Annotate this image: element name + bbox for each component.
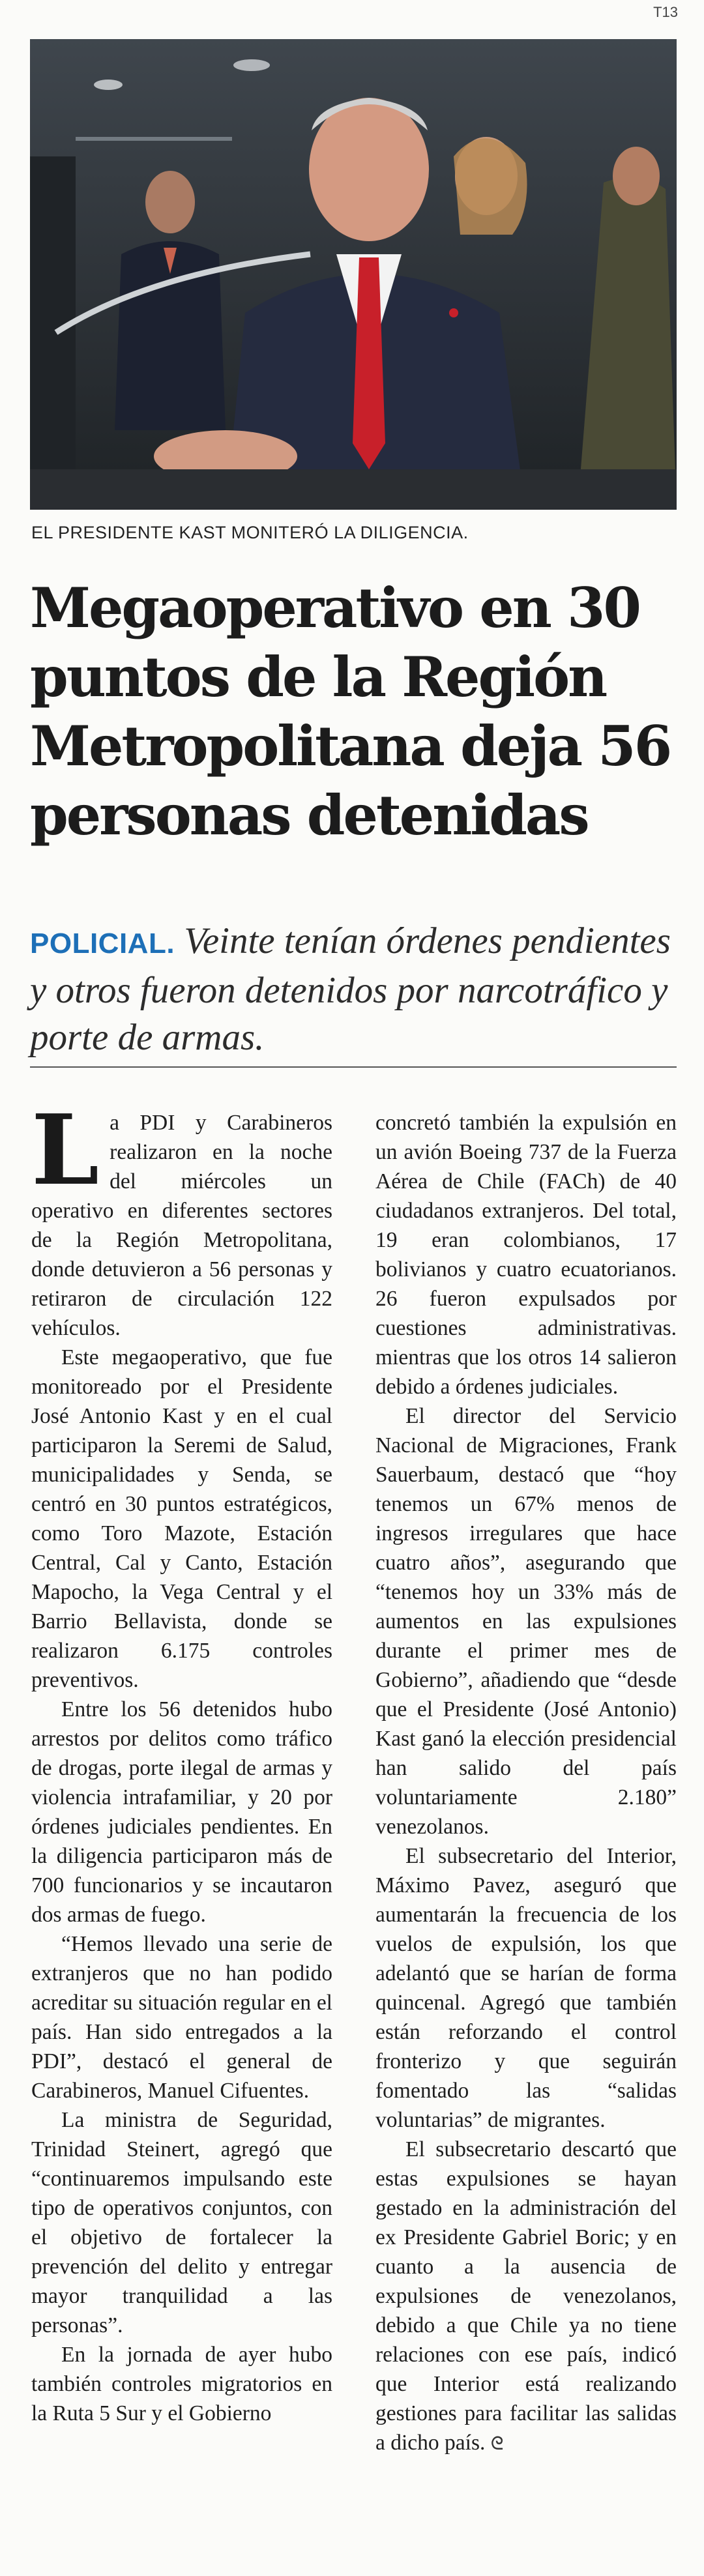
photo-illustration xyxy=(30,39,677,510)
page-number: T13 xyxy=(653,4,678,20)
divider xyxy=(30,1066,677,1068)
news-photo xyxy=(30,39,677,510)
body-paragraph: La ministra de Seguridad, Trinidad Steinert, agregó que “continuaremos impulsando este tipo de operativos conjuntos, con el objetivo de fortalecer la prevención del delito y entregar mayor tranquilidad a las personas”. xyxy=(31,2108,332,2337)
body-paragraph: Entre los 56 detenidos hubo arrestos por delitos como tráfico de drogas, porte ilegal de armas y violencia intrafamiliar, y 20 por órdenes judiciales pendientes. En la diligencia participaron más de 700 funcionarios y se incautaron dos armas de fuego. xyxy=(31,1697,332,1927)
body-paragraph: El subsecretario del Interior, Máximo Pavez, aseguró que aumentarán la frecuencia de los vuelos de expulsión, los que adelantó que se harían de forma quincenal. Agregó que también están reforzando el control fronterizo y que seguirán fomentado las “salidas voluntarias” de migrantes. xyxy=(375,1844,677,2132)
body-paragraph: Este megaoperativo, que fue monitoreado por el Presidente José Antonio Kast y en el cual participaron la Seremi de Salud, municipalidades y Senda, se centró en 30 puntos estratégicos, como Toro Mazote, Estación Central, Cal y Canto, Estación Mapocho, la Vega Central y el Barrio Bellavista, donde se realizaron 6.175 controles preventivos. xyxy=(31,1345,332,1692)
body-column-left xyxy=(31,1093,332,2428)
body-paragraph: concretó también la expulsión en un avión Boeing 737 de la Fuerza Aérea de Chile (FACh) de 40 ciudadanos extranjeros. Del total, 19 eran colombianos, 17 bolivianos y cuatro ecuatorianos. 26 fueron expulsados por cuestiones administrativas. mientras que los otros 14 salieron debido a órdenes judiciales. xyxy=(375,1111,677,1399)
body-paragraph: La PDI y Carabineros realizaron en la noche del miércoles un operativo en diferentes sectores de la Región Metropolitana, donde detuvieron a 56 personas y retiraron de circulación 122 vehículos. xyxy=(31,1093,332,1340)
photo-caption: EL PRESIDENTE KAST MONITERÓ LA DILIGENCIA. xyxy=(31,523,469,542)
drop-cap: L xyxy=(31,1093,100,1207)
body-paragraph: El director del Servicio Nacional de Migraciones, Frank Sauerbaum, destacó que “hoy tenemos un 67% menos de ingresos irregulares que hace cuatro años”, asegurando que “tenemos hoy un 33% más de aumentos en las expulsiones durante el primer mes de Gobierno”, añadiendo que “desde que el Presidente (José Antonio) Kast ganó la elección presidencial han salido del país voluntariamente 2.180” venezolanos. xyxy=(375,1404,677,1839)
body-paragraph: En la jornada de ayer hubo también controles migratorios en la Ruta 5 Sur y el Gobierno xyxy=(31,2343,332,2425)
headline: Megaoperativo en 30 puntos de la Región Metropolitana deja 56 personas detenidas xyxy=(30,576,671,847)
dek-text: Veinte tenían órdenes pendientes y otros fueron detenidos por narcotráfico y porte de armas. xyxy=(30,920,671,1058)
dek xyxy=(30,918,682,1061)
body-paragraph: El subsecretario descartó que estas expulsiones se hayan gestado en la administración del ex Presidente Gabriel Boric; y en cuanto a la ausencia de expulsiones de venezolanos, debido a que Chile ya no tiene relaciones con ese país, indicó que Interior está realizando gestiones para facilitar las salidas a dicho país. ᘓ xyxy=(375,2137,677,2455)
end-mark-icon: ᘓ xyxy=(490,2433,504,2454)
body-column-right xyxy=(375,1108,677,2458)
body-paragraph: “Hemos llevado una serie de extranjeros que no han podido acreditar su situación regular en el país. Han sido entregados a la PDI”, destacó el general de Carabineros, Manuel Cifuentes. xyxy=(31,1932,332,2103)
section-label: POLICIAL. xyxy=(30,928,175,959)
